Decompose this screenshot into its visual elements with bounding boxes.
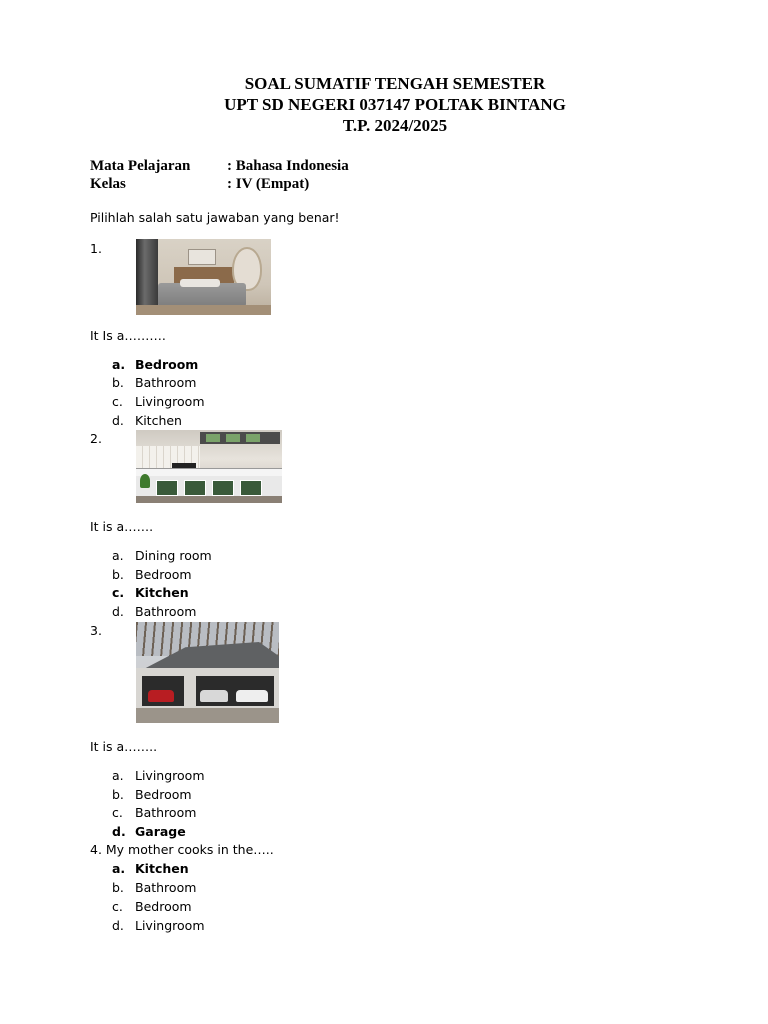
question-3-option-a: a. Livingroom xyxy=(112,768,205,783)
question-1-option-a: a. Bedroom xyxy=(112,357,199,372)
subject-label: Mata Pelajaran xyxy=(90,158,191,174)
garage-photo xyxy=(136,622,279,723)
kitchen-photo xyxy=(136,430,282,503)
subject-value: : Bahasa Indonesia xyxy=(227,158,349,174)
question-1-option-b: b. Bathroom xyxy=(112,375,197,390)
instruction-text: Pilihlah salah satu jawaban yang benar! xyxy=(90,210,340,225)
question-2-option-c: c. Kitchen xyxy=(112,585,189,600)
question-3-option-d: d. Garage xyxy=(112,824,186,839)
question-3-number: 3. xyxy=(90,623,102,638)
question-1-option-c: c. Livingroom xyxy=(112,394,205,409)
document-title: SOAL SUMATIF TENGAH SEMESTER xyxy=(244,74,546,93)
question-4-stem: 4. My mother cooks in the….. xyxy=(90,842,274,857)
school-year: T.P. 2024/2025 xyxy=(342,116,448,135)
question-1-stem: It Is a………. xyxy=(90,328,166,343)
question-2-option-a: a. Dining room xyxy=(112,548,212,563)
question-1-number: 1. xyxy=(90,241,102,256)
question-2-stem: It is a……. xyxy=(90,519,154,534)
question-3-option-c: c. Bathroom xyxy=(112,805,197,820)
class-value: : IV (Empat) xyxy=(227,176,310,192)
question-2-number: 2. xyxy=(90,431,102,446)
school-name: UPT SD NEGERI 037147 POLTAK BINTANG xyxy=(224,95,566,114)
question-2-option-b: b. Bedroom xyxy=(112,567,192,582)
question-4-option-c: c. Bedroom xyxy=(112,899,192,914)
question-4-option-a: a. Kitchen xyxy=(112,861,189,876)
question-2-option-d: d. Bathroom xyxy=(112,604,197,619)
class-label: Kelas xyxy=(90,176,126,192)
question-1-option-d: d. Kitchen xyxy=(112,413,182,428)
question-4-option-d: d. Livingroom xyxy=(112,918,205,933)
question-3-option-b: b. Bedroom xyxy=(112,787,192,802)
bedroom-photo xyxy=(136,239,271,315)
question-3-stem: It is a…….. xyxy=(90,739,158,754)
question-4-option-b: b. Bathroom xyxy=(112,880,197,895)
